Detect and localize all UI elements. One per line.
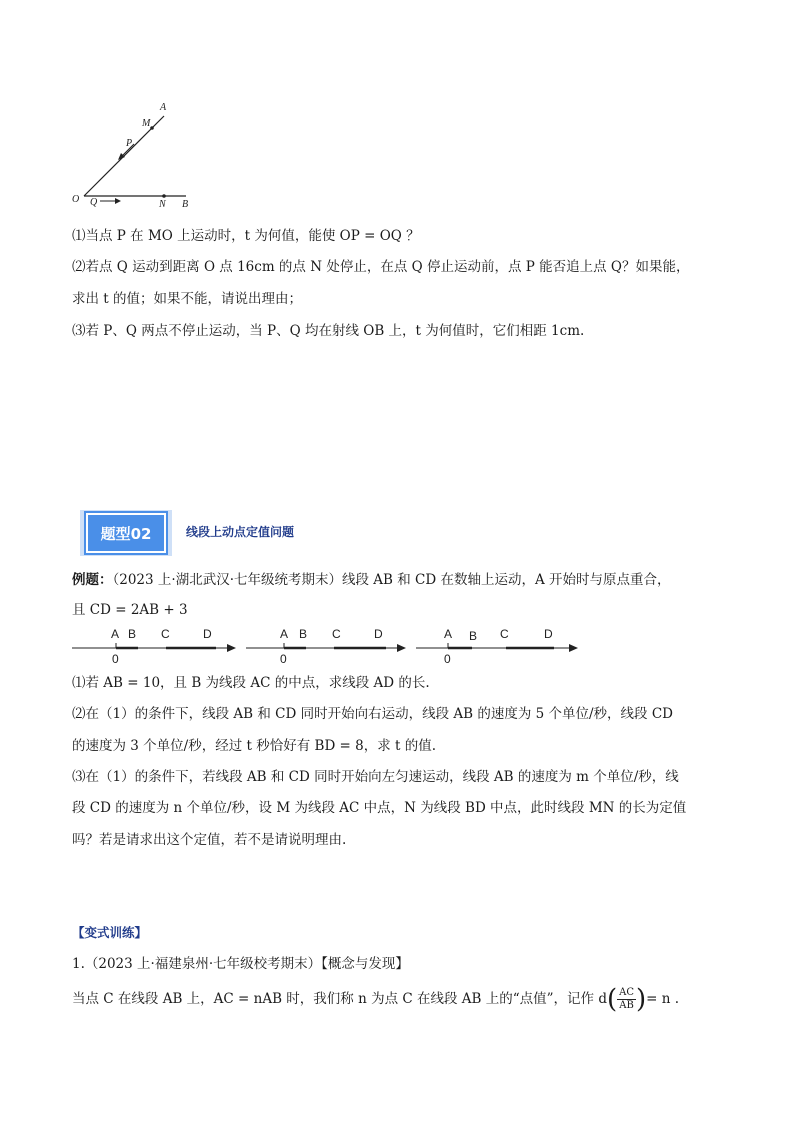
nl2-b: B [299,627,308,641]
label-p: P [126,138,133,149]
nl2-zero: 0 [280,652,287,666]
nl3-zero: 0 [444,652,451,666]
example-q3-line-3: 吗？若是请求出这个定值，若不是请说明理由. [72,832,347,848]
axis-3-arrow [569,644,578,652]
angle-diagram [66,98,206,213]
question-2-line-2: 求出 t 的值；如果不能，请说出理由； [72,291,303,307]
axis-2-arrow [397,644,406,652]
definition-end: = n . [646,991,680,1007]
nl1-c: C [161,627,170,641]
point-m [150,126,154,130]
example-q3-line-2: 段 CD 的速度为 n 个单位/秒，设 M 为线段 AC 中点，N 为线段 BD 中点，此时线段 MN 的长为定值 [72,800,687,816]
example-line-1 [72,571,671,589]
nl2-a: A [280,627,289,641]
example-line-2: 且 CD = 2AB + 3 [72,602,188,618]
arrow-q-head [115,198,121,204]
number-lines [70,622,590,668]
label-a: A [160,102,167,113]
number-line-3 [416,627,578,666]
nl3-b: B [469,629,478,643]
fraction-numerator: AC [619,987,635,998]
definition-text: 当点 C 在线段 AB 上，AC = nAB 时，我们称 n 为点 C 在线段 AB 上的“点值”，记作 d [72,991,607,1007]
nl3-c: C [500,627,509,641]
example-q2-line-2: 的速度为 3 个单位/秒，经过 t 秒恰好有 BD = 8，求 t 的值. [72,738,437,754]
paren-left: ( [606,984,618,1015]
question-2-line-1: ⑵若点 Q 运动到距离 O 点 16cm 的点 N 处停止，在点 Q 停止运动前，点 P 能否追上点 Q？如果能， [72,259,690,275]
label-q: Q [90,197,98,208]
example-q3-line-1: ⑶在（1）的条件下，若线段 AB 和 CD 同时开始向左匀速运动，线段 AB 的速度为 m 个单位/秒，线 [72,769,679,785]
section-badge [86,513,166,553]
label-m: M [142,118,151,129]
fraction [617,987,636,1012]
point-n [162,194,166,198]
nl3-d: D [544,627,553,641]
label-o: O [72,194,80,205]
question-1: ⑴当点 P 在 MO 上运动时，t 为何值，能使 OP = OQ ？ [72,228,420,244]
nl2-d: D [374,627,383,641]
example-q2-line-1: ⑵在（1）的条件下，线段 AB 和 CD 同时开始向右运动，线段 AB 的速度为 5 个单位/秒，线段 CD [72,706,673,722]
section-title: 线段上动点定值问题 [186,525,295,539]
axis-1-arrow [227,644,236,652]
nl1-zero: 0 [112,652,119,666]
label-n: N [159,199,166,210]
nl2-c: C [332,627,341,641]
nl1-b: B [128,627,137,641]
variant-item-1: 1.（2023 上·福建泉州·七年级校考期末）【概念与发现】 [72,956,409,972]
variant-definition [72,984,679,1014]
label-b: B [182,199,189,210]
paren-right: ) [636,984,647,1015]
nl3-a: A [444,627,453,641]
section-badge-text: 题型02 [100,524,152,543]
nl1-a: A [111,627,120,641]
number-line-2 [246,627,406,666]
variant-heading: 【变式训练】 [72,925,148,940]
question-3: ⑶若 P、Q 两点不停止运动，当 P、Q 均在射线 OB 上，t 为何值时，它们相距 1cm. [72,323,585,339]
example-q1: ⑴若 AB = 10，且 B 为线段 AC 的中点，求线段 AD 的长. [72,675,430,691]
fraction-denominator: AB [619,1000,634,1011]
number-line-1 [72,627,236,666]
nl1-d: D [203,627,212,641]
example-text-1: （2023 上·湖北武汉·七年级统考期末）线段 AB 和 CD 在数轴上运动，A 开始时与原点重合， [112,572,671,588]
example-label: 例题： [72,572,113,588]
